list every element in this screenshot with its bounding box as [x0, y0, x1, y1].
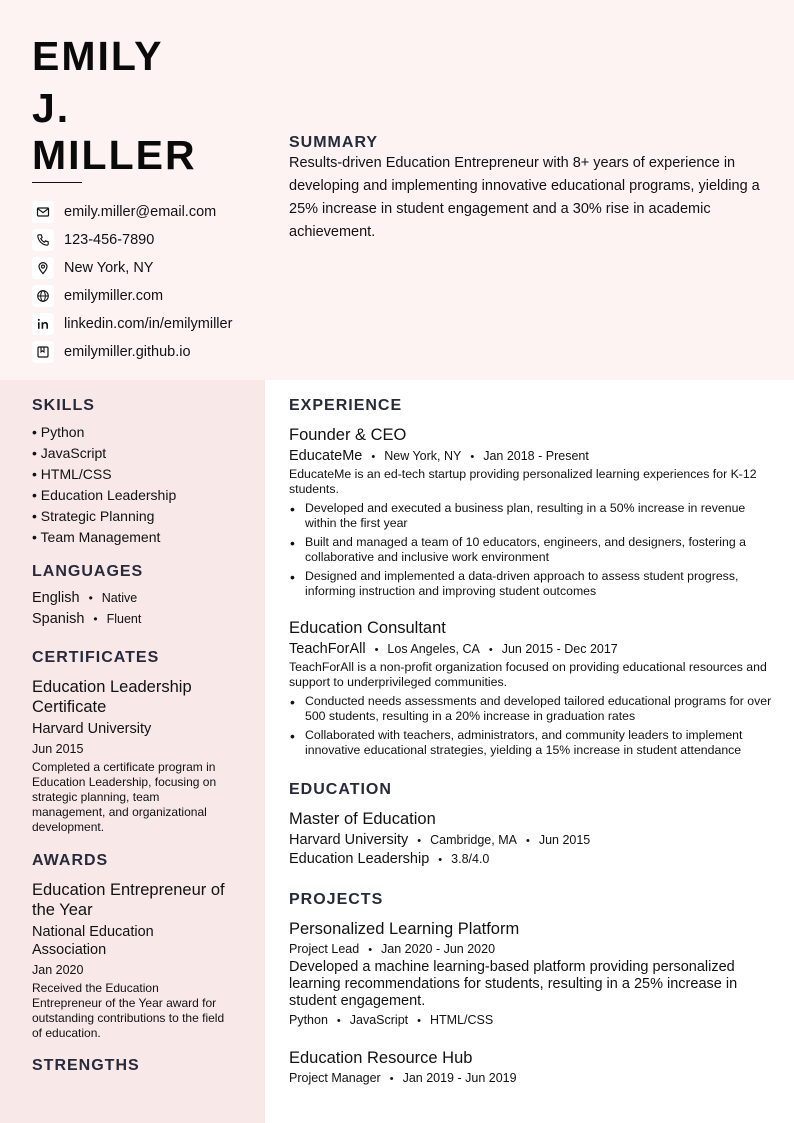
- education-meta: [289, 832, 773, 848]
- skills-list: [32, 422, 247, 548]
- summary-heading: SUMMARY: [289, 134, 379, 151]
- contact-email-text: emily.miller@email.com: [64, 204, 217, 220]
- job-bullets: [289, 501, 773, 599]
- job-meta: [289, 448, 773, 464]
- languages-heading: LANGUAGES: [32, 563, 144, 580]
- award-entry: [32, 880, 232, 1041]
- contact-location: [32, 257, 153, 279]
- experience-entry: [289, 425, 773, 603]
- skill-item: • Team Management: [32, 529, 161, 545]
- job-description: TeachForAll is a non-profit organization focused on providing educational resources and support to underprivileged communities.: [289, 660, 767, 689]
- job-bullet: • Developed and executed a business plan, resulting in a 50% increase in revenue within the first year: [289, 501, 773, 531]
- education-date: Jun 2015: [538, 833, 591, 847]
- award-description: Received the Education Entrepreneur of the Year award for outstanding contributions to the field of education.: [32, 981, 225, 1040]
- separator-dot: •: [488, 644, 493, 656]
- projects-heading: PROJECTS: [289, 891, 384, 908]
- contact-email[interactable]: [32, 201, 216, 223]
- job-bullet: • Designed and implemented a data-driven approach to assess student progress, informing instruction and improving student outcomes: [289, 569, 773, 599]
- separator-dot: •: [525, 835, 530, 847]
- project-tag: Python: [289, 1013, 328, 1027]
- location-pin-icon: [32, 257, 54, 279]
- language-row: [32, 611, 141, 627]
- education-gpa: 3.8/4.0: [451, 852, 490, 866]
- contact-linkedin[interactable]: [32, 313, 232, 335]
- job-title: Founder & CEO: [289, 426, 407, 444]
- separator-dot: •: [368, 944, 373, 956]
- contact-github-text: emilymiller.github.io: [64, 344, 191, 360]
- job-location: Los Angeles, CA: [387, 642, 480, 656]
- certificate-date: Jun 2015: [32, 742, 84, 756]
- project-meta: [289, 1071, 773, 1085]
- job-meta: [289, 641, 773, 657]
- job-bullet: • Built and managed a team of 10 educators, engineers, and designers, fostering a collaborative and inclusive work environment: [289, 535, 773, 565]
- certificate-entry: [32, 677, 232, 835]
- certificate-description: Completed a certificate program in Education Leadership, focusing on strategic planning, team management, and organizational development.: [32, 760, 217, 834]
- language-level: Fluent: [106, 612, 142, 626]
- summary-text: Results-driven Education Entrepreneur with 8+ years of experience in developing and implementing innovative educational programs, yielding a 25% increase in student engagement and a 30% rise in academic achievement.: [289, 155, 760, 240]
- award-issuer: National Education Association: [32, 924, 154, 958]
- project-tag: JavaScript: [349, 1013, 409, 1027]
- skill-item: • Python: [32, 424, 85, 440]
- award-title: Education Entrepreneur of the Year: [32, 881, 225, 919]
- separator-dot: •: [93, 612, 98, 626]
- project-role: Project Manager: [289, 1071, 381, 1085]
- contact-website-text: emilymiller.com: [64, 288, 164, 304]
- job-company: TeachForAll: [289, 641, 366, 657]
- job-bullet: • Conducted needs assessments and developed tailored educational programs for over 500 students, resulting in a 20% increase in graduation rates: [289, 694, 773, 724]
- skill-item: • Education Leadership: [32, 487, 177, 503]
- language-row: [32, 590, 137, 606]
- education-location: Cambridge, MA: [430, 833, 517, 847]
- job-dates: Jan 2018 - Present: [483, 449, 589, 463]
- mail-icon: [32, 201, 54, 223]
- job-bullet: • Collaborated with teachers, administrators, and community leaders to implement innovative educational strategies, yielding a 15% increase in student attendance: [289, 728, 773, 758]
- project-tag: HTML/CSS: [430, 1013, 494, 1027]
- certificates-heading: CERTIFICATES: [32, 649, 160, 666]
- job-title: Education Consultant: [289, 619, 446, 637]
- name-divider: [32, 182, 82, 183]
- job-bullets: [289, 694, 773, 758]
- project-tags: [289, 1013, 773, 1027]
- job-dates: Jun 2015 - Dec 2017: [501, 642, 618, 656]
- separator-dot: •: [88, 591, 93, 605]
- language-name: Spanish: [32, 611, 85, 627]
- experience-entry: [289, 618, 773, 762]
- job-company: EducateMe: [289, 448, 363, 464]
- project-entry: [289, 1048, 773, 1085]
- skill-item: • HTML/CSS: [32, 466, 112, 482]
- project-entry: [289, 919, 773, 1027]
- contact-website[interactable]: [32, 285, 163, 307]
- contact-linkedin-text: linkedin.com/in/emilymiller: [64, 316, 233, 332]
- skills-heading: SKILLS: [32, 397, 95, 414]
- project-role: Project Lead: [289, 942, 360, 956]
- contact-phone[interactable]: [32, 229, 154, 251]
- education-entry: [289, 809, 773, 867]
- skill-item: • Strategic Planning: [32, 508, 155, 524]
- education-field-row: [289, 851, 773, 867]
- education-field: Education Leadership: [289, 851, 430, 867]
- award-date: Jan 2020: [32, 963, 84, 977]
- separator-dot: •: [417, 1015, 421, 1027]
- phone-icon: [32, 229, 54, 251]
- experience-heading: EXPERIENCE: [289, 397, 403, 414]
- language-level: Native: [101, 591, 138, 605]
- certificate-title: Education Leadership Certificate: [32, 678, 192, 716]
- education-heading: EDUCATION: [289, 781, 392, 798]
- strengths-heading: STRENGTHS: [32, 1057, 140, 1074]
- awards-heading: AWARDS: [32, 852, 109, 869]
- contact-phone-text: 123-456-7890: [64, 232, 155, 248]
- job-location: New York, NY: [384, 449, 462, 463]
- separator-dot: •: [470, 451, 475, 463]
- project-description: Developed a machine learning-based platform providing personalized learning recommendations for students, resulting in a 25% increase in student engagement.: [289, 959, 738, 1009]
- contact-github[interactable]: [32, 341, 191, 363]
- project-title: Personalized Learning Platform: [289, 920, 520, 938]
- language-name: English: [32, 590, 80, 606]
- separator-dot: •: [374, 644, 379, 656]
- separator-dot: •: [371, 451, 376, 463]
- name-middle: J.: [32, 85, 71, 131]
- globe-icon: [32, 285, 54, 307]
- linkedin-icon: [32, 313, 54, 335]
- name-last: MILLER: [32, 132, 197, 178]
- project-dates: Jan 2019 - Jun 2019: [402, 1071, 517, 1085]
- contact-location-text: New York, NY: [64, 260, 154, 276]
- separator-dot: •: [417, 835, 422, 847]
- skill-item: • JavaScript: [32, 445, 107, 461]
- degree-title: Master of Education: [289, 810, 436, 828]
- name-first: EMILY: [32, 33, 164, 79]
- certificate-issuer: Harvard University: [32, 721, 152, 737]
- bookmark-icon: [32, 341, 54, 363]
- project-meta: [289, 942, 773, 956]
- separator-dot: •: [389, 1073, 394, 1085]
- separator-dot: •: [336, 1015, 341, 1027]
- education-school: Harvard University: [289, 832, 409, 848]
- project-title: Education Resource Hub: [289, 1049, 473, 1067]
- job-description: EducateMe is an ed-tech startup providing personalized learning experiences for K-12 students.: [289, 467, 757, 496]
- separator-dot: •: [438, 854, 443, 866]
- project-dates: Jan 2020 - Jun 2020: [381, 942, 496, 956]
